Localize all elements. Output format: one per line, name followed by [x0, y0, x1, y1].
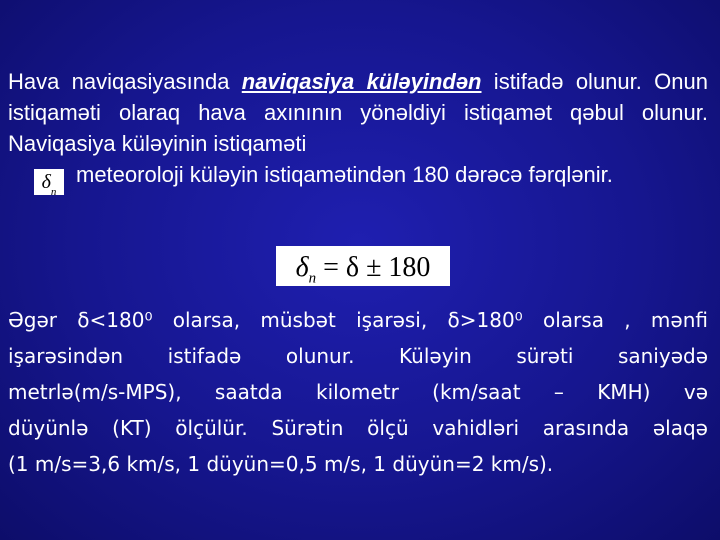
para2-line-2: işarəsindən istifadə olunur. Küləyin sürəti saniyədə [8, 344, 708, 368]
inline-delta-sub: n [50, 186, 57, 198]
navigation-wind-term: naviqasiya küləyindən [241, 69, 482, 94]
formula-lhs: δ [295, 252, 309, 283]
inline-delta-char: δ [41, 171, 51, 193]
para1-text-end: meteoroloji küləyin istiqamətindən 180 dərəcə fərqlənir. [76, 162, 613, 187]
inline-delta-symbol [34, 169, 64, 198]
para2-line-3: metrlə(m/s-MPS), saatda kilometr (km/saat – KMH) və [8, 380, 708, 404]
formula-box [276, 246, 450, 286]
formula-rhs: = δ ± 180 [316, 252, 431, 283]
para1-text-middle: istifadə olunur. Onun istiqaməti olaraq hava axınının yönəldiyi istiqamət qəbul olunur. Naviqasiya küləyinin istiqaməti [8, 69, 709, 156]
para2-line-4: düyünlə (KT) ölçülür. Sürətin ölçü vahidləri arasında əlaqə [8, 416, 708, 440]
para2-line-5: (1 m/s=3,6 km/s, 1 düyün=0,5 m/s, 1 düyün=2 km/s). [8, 452, 554, 476]
formula-lhs-sub: n [308, 270, 317, 287]
paragraph-wind-speed [8, 302, 708, 482]
para1-text-start: Hava naviqasiyasında [8, 69, 242, 94]
para2-line-1: Əgər δ<180⁰ olarsa, müsbət işarəsi, δ>180⁰ olarsa , mənfi [8, 308, 708, 332]
paragraph-navigation-wind [8, 66, 709, 198]
